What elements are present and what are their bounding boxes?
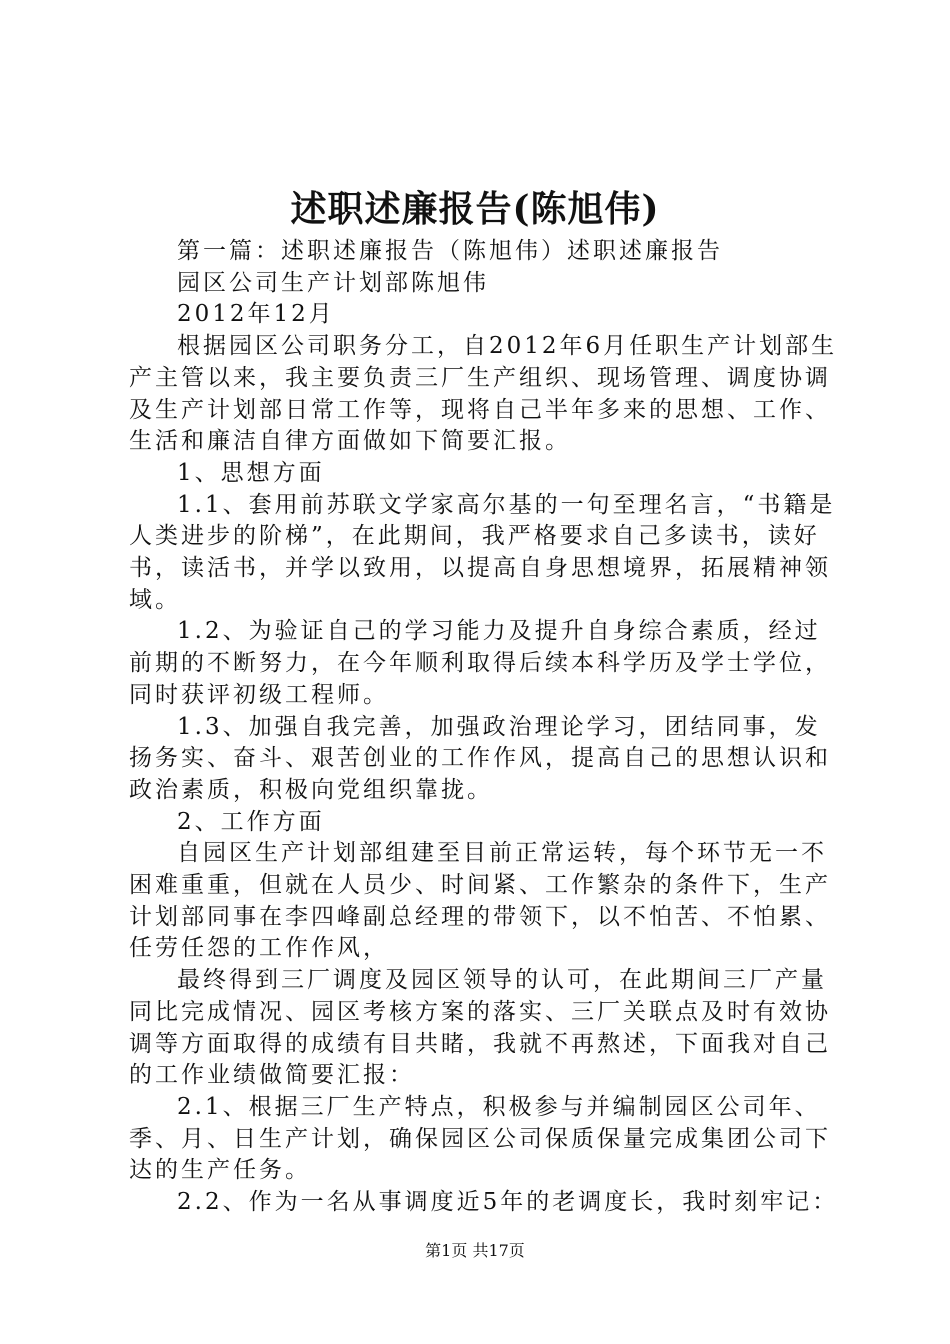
paragraph-intro: 根据园区公司职务分工，自2012年6月任职生产计划部生产主管以来，我主要负责三厂生产组织、现场管理、调度协调及生产计划部日常工作等，现将自己半年多来的思想、工作、生活和廉洁自律方面做如下简要汇报。 xyxy=(129,333,838,455)
paragraph-1-2: 1.2、为验证自己的学习能力及提升自身综合素质，经过前期的不断努力，在今年顺利取得后续本科学历及学士学位，同时获评初级工程师。 xyxy=(129,618,831,708)
paragraph-date: 2012年12月 xyxy=(177,301,335,328)
paragraph-heading-first: 第一篇：述职述廉报告（陈旭伟）述职述廉报告 xyxy=(177,238,723,264)
paragraph-2-2: 2.2、作为一名从事调度近5年的老调度长，我时刻牢记： xyxy=(177,1189,839,1216)
section-heading-work: 2、工作方面 xyxy=(177,808,325,835)
paragraph-1-1: 1.1、套用前苏联文学家高尔基的一句至理名言，“书籍是人类进步的阶梯”，在此期间，我严格要求自己多读书，读好书，读活书，并学以致用，以提高自身思想境界，拓展精神领域。 xyxy=(129,491,836,613)
paragraph-author: 园区公司生产计划部陈旭伟 xyxy=(177,269,489,296)
section-heading-thought: 1、思想方面 xyxy=(177,459,325,486)
document-title: 述职述廉报告(陈旭伟) xyxy=(290,188,660,230)
paragraph-2-1: 2.1、根据三厂生产特点，积极参与并编制园区公司年、季、月、日生产计划，确保园区公司保质保量完成集团公司下达的生产任务。 xyxy=(129,1093,831,1184)
paragraph-work-1: 自园区生产计划部组建至目前正常运转，每个环节无一不困难重重，但就在人员少、时间紧、工作繁杂的条件下，生产计划部同事在李四峰副总经理的带领下，以不怕苦、不怕累、任劳任怨的工作作风， xyxy=(129,840,831,962)
paragraph-1-3: 1.3、加强自我完善，加强政治理论学习，团结同事，发扬务实、奋斗、艰苦创业的工作作风，提高自己的思想认识和政治素质，积极向党组织靠拢。 xyxy=(129,713,831,803)
document-body xyxy=(129,236,841,1219)
paragraph-work-2: 最终得到三厂调度及园区领导的认可，在此期间三厂产量同比完成情况、园区考核方案的落实、三厂关联点及时有效协调等方面取得的成绩有目共睹，我就不再熬述，下面我对自己的工作业绩做简要汇报： xyxy=(129,967,831,1089)
page-footer: 第1页 共17页 xyxy=(425,1241,525,1260)
